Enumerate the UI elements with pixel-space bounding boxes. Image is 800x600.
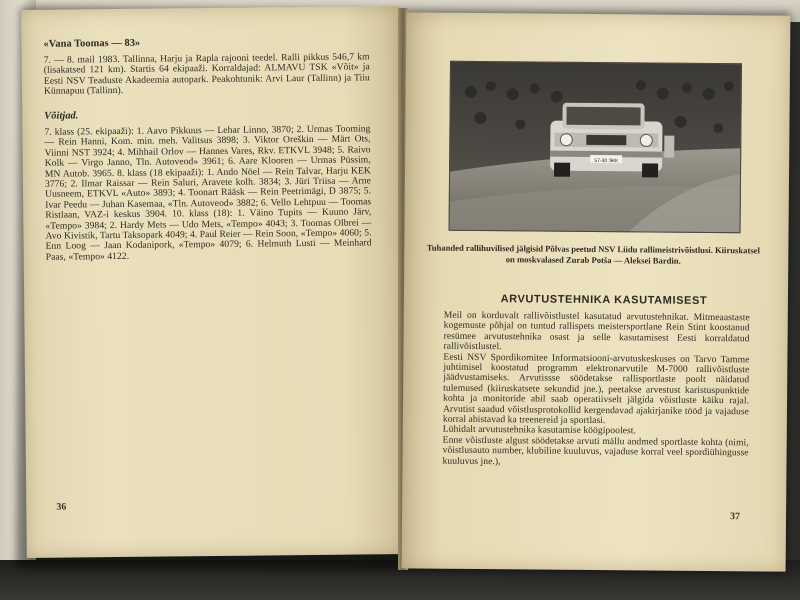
winners-heading: Võitjad.	[44, 110, 79, 122]
page-number-right: 37	[729, 511, 741, 523]
right-page	[402, 12, 791, 571]
winners-text: 7. klass (25. ekipaaži): 1. Aavo Pikkuus — Lehar Linno, 3870; 2. Urmas Tooming — Rein Hanni, Kom. min. meh. Valitsus 3898; 3. Viktor Oreškin — Märt Ots, Viinni NST 3924; 4. Mihhail Orlov — Hannes Vares, Rkv. ETKVL 3948; 5. Raivo Kolk — Virgo Janno, Tln. Autoveod» 3961; 6. Aare Klooren — Urmas Püssim, MN Autob. 3965. 8. klass (18 ekipaaži): 1. Ando Nöel — Rein Talvar, Harju KEK 3776; 2. Ilmar Raissar — Rein Saluri, Aravete kolh. 3834; 3. Jüri Triisa — Arne Uusneem, ETKVL «Auto» 3893; 4. Toonart Rääsk — Rein Peetrimägi, D 3875; 5. Ivar Peedu — Juhan Kasemaa, «Tln. Autoveod» 3882; 6. Vello Lehtpuu — Toomas Ristlaan, VAZ-i keskus 3904. 10. klass (18): 1. Väino Tupits — Kuuno Järv, «Tempo» 3984; 2. Hardy Mets — Udo Mets, «Tempo» 4043; 3. Toomas Olbrei — Avo Kivistik, Tartu Taksopark 4049; 4. Paul Reier — Rein Soon, «Tempo» 4060; 5. Enn Loog — Jaan Kodanipork, «Tempo» 4079; 6. Helmuth Lusti — Meinhard Paas, «Tempo» 4122.	[44, 123, 372, 263]
photo-caption: Tuhanded rallihuvilised jälgisid Põlvas peetud NSV Liidu rallimeistrivõistlusi. Kiiruskatsel on moskvalased Zurab Potša — Aleksei Bardin.	[426, 242, 760, 266]
rally-intro-text: 7. — 8. mail 1983. Tallinna, Harju ja Rapla rajooni teedel. Ralli pikkus 546,7 km (lisakatsed 121 km). Startis 64 ekipaaži. Korraldajad: ALMAVU TSK «Võit» ja Eesti NSV Teaduste Akadeemia autopark. Peakohtunik: Arvi Laur (Tallinn) ja Tiiu Künnapuu (Tallinn).	[43, 51, 370, 97]
page-number-left: 36	[56, 501, 67, 513]
section-body: Meil on korduvalt rallivõistlustel kasutatud arvutustehnikat. Mitmeaastaste kogemuste põhjal on tuntud rallispets meistersportlane Rein Stint koostanud resümee arvutustehnika osast ja selle kasutamisest Eesti korraldatud rallivõistlustel. Eesti NSV Spordikomitee Informatsiooni-arvutuskeskuses on Tarvo Tamme juhtimisel koostatud programm elektronarvutile M-7000 rallivõistluste jäädvustamiseks. Arvutissse söödetakse rallisportlaste poolt näidatud tulemused (kiiruskatsete sekundid jne.), peetakse arvestust karistuspunktide kohta ja monitoride abil saab operatiivselt jälgida võistluste käiku rajal. Arvutist saadud võistlusprotokollid kergendavad ajakirjanike tööd ja vajaduse korral abistavad ka treenereid ja sportlasi. Lühidalt arvutustehnika kasutamise köögipoolest. Enne võistluste algust söödetakse arvuti mällu andmed sportlaste kohta (nimi, võistlusauto number, klubiline kuuluvus, vajaduse korral veel spordiühingusse kuuluvus jne.),	[442, 309, 750, 467]
rally-car-photo	[449, 61, 742, 234]
license-plate: 57-30 ЭКК	[594, 157, 618, 165]
left-page	[21, 6, 405, 558]
rally-header: «Vana Toomas — 83»	[43, 37, 141, 50]
section-title: ARVUTUSTEHNIKA KASUTAMISEST	[500, 293, 708, 307]
